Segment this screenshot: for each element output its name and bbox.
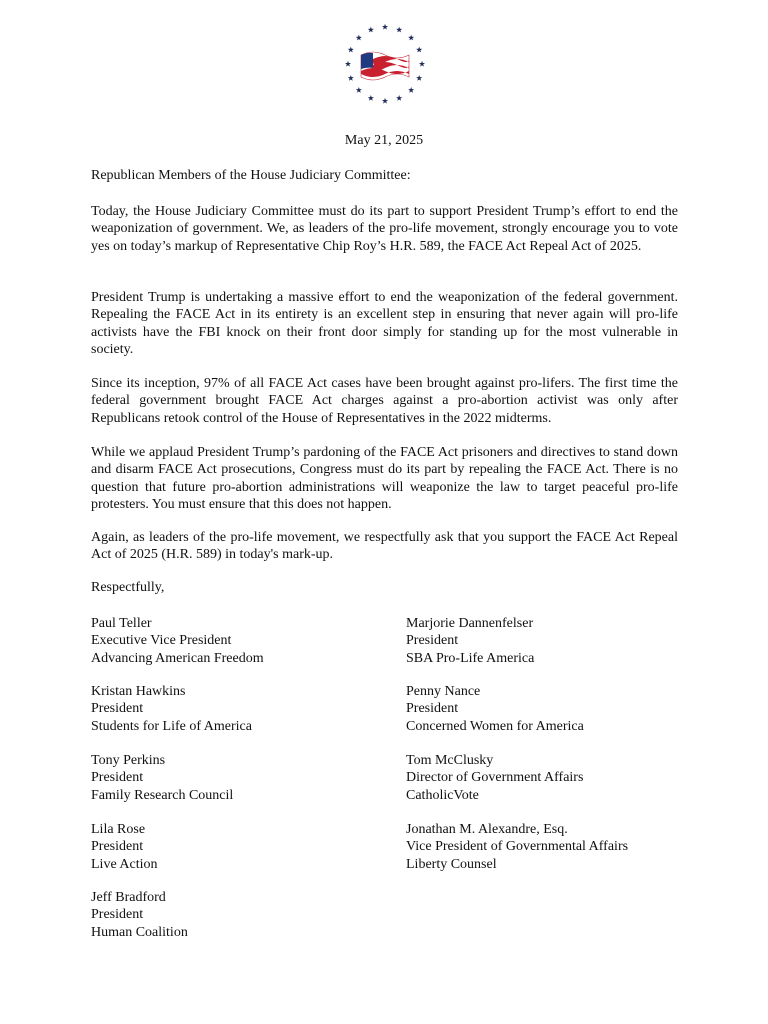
signatory-org: Family Research Council xyxy=(91,787,234,803)
signatory-title: President xyxy=(91,770,144,786)
signatory-org: Students for Life of America xyxy=(91,718,252,734)
signatory-title: Director of Government Affairs xyxy=(406,770,584,786)
star-icon xyxy=(356,35,362,41)
paragraph-4: While we applaud President Trump’s pardoning of the FACE Act prisoners and directives to stand down and disarm FACE Act prosecutions, Congress must do its part by repealing the FACE Act. There is no question that future pro-abortion administrations will weaponize the law to target peaceful pro-life protesters. You must ensure that this does not happen. xyxy=(91,445,678,512)
signatory-name: Kristan Hawkins xyxy=(91,684,186,699)
star-icon xyxy=(356,87,362,93)
signatory-title: President xyxy=(91,839,144,855)
signatory-title: President xyxy=(406,701,459,717)
signatory-name: Paul Teller xyxy=(91,616,152,631)
signatory-org: Liberty Counsel xyxy=(406,856,497,872)
star-icon xyxy=(408,87,414,93)
star-icon xyxy=(396,95,402,101)
star-icon xyxy=(382,24,388,30)
signatory-org: SBA Pro-Life America xyxy=(406,650,535,666)
signatory-name: Jonathan M. Alexandre, Esq. xyxy=(406,822,568,837)
star-icon xyxy=(368,27,374,33)
signature-block xyxy=(406,821,628,873)
signatory-org: Concerned Women for America xyxy=(406,718,584,734)
signatory-org: Human Coalition xyxy=(91,924,188,940)
star-icon xyxy=(348,47,354,53)
salutation: Republican Members of the House Judiciary Committee: xyxy=(91,168,411,183)
signature-block xyxy=(91,683,252,735)
signature-block xyxy=(91,889,188,941)
signatory-title: President xyxy=(406,633,459,649)
signatory-title: President xyxy=(91,701,144,717)
signatory-title: Executive Vice President xyxy=(91,633,232,649)
star-icon xyxy=(416,47,422,53)
star-icon xyxy=(382,98,388,104)
flag-in-star-circle-icon xyxy=(343,22,427,106)
star-icon xyxy=(396,27,402,33)
star-icon xyxy=(416,75,422,81)
paragraph-1: Today, the House Judiciary Committee must do its part to support President Trump’s effort to end the weaponization of government. We, as leaders of the pro-life movement, strongly encourage you to vote yes on today’s markup of Representative Chip Roy’s H.R. 589, the FACE Act Repeal Act of 2025. xyxy=(91,204,678,254)
signatory-org: Live Action xyxy=(91,856,158,872)
signatory-name: Tony Perkins xyxy=(91,753,166,768)
signatory-title: President xyxy=(91,907,144,923)
signatory-org: CatholicVote xyxy=(406,787,479,803)
signatory-name: Tom McClusky xyxy=(406,753,494,768)
paragraph-5: Again, as leaders of the pro-life movement, we respectfully ask that you support the FACE Act Repeal Act of 2025 (H.R. 589) in today's mark-up. xyxy=(91,530,678,563)
star-icon xyxy=(345,61,351,67)
star-icon xyxy=(368,95,374,101)
paragraph-3: Since its inception, 97% of all FACE Act cases have been brought against pro-lifers. The first time the federal government brought FACE Act charges against a pro-abortion activist was only after Republicans retook control of the House of Representatives in the 2022 midterms. xyxy=(91,376,678,426)
signature-block xyxy=(406,752,583,804)
star-icon xyxy=(348,75,354,81)
star-icon xyxy=(408,35,414,41)
signatory-title: Vice President of Governmental Affairs xyxy=(406,839,629,855)
star-icon xyxy=(419,61,425,67)
paragraph-2: President Trump is undertaking a massive effort to end the weaponization of the federal government. Repealing the FACE Act in its entirety is an excellent step in ensuring that never again will pro-life activists have the FBI knock on their front door simply for standing up for the most vulnerable in society. xyxy=(91,290,678,357)
signatory-name: Lila Rose xyxy=(91,822,146,837)
letter-date: May 21, 2025 xyxy=(344,133,424,148)
signatory-org: Advancing American Freedom xyxy=(91,650,264,666)
signature-block xyxy=(406,615,534,667)
signature-block xyxy=(91,615,264,667)
signature-block xyxy=(406,683,584,735)
signature-block xyxy=(91,821,158,873)
signature-block xyxy=(91,752,233,804)
signatory-name: Marjorie Dannenfelser xyxy=(406,616,534,631)
flag-icon xyxy=(361,52,409,80)
closing: Respectfully, xyxy=(91,580,165,595)
signatory-name: Penny Nance xyxy=(406,684,481,699)
signatory-name: Jeff Bradford xyxy=(91,890,166,905)
